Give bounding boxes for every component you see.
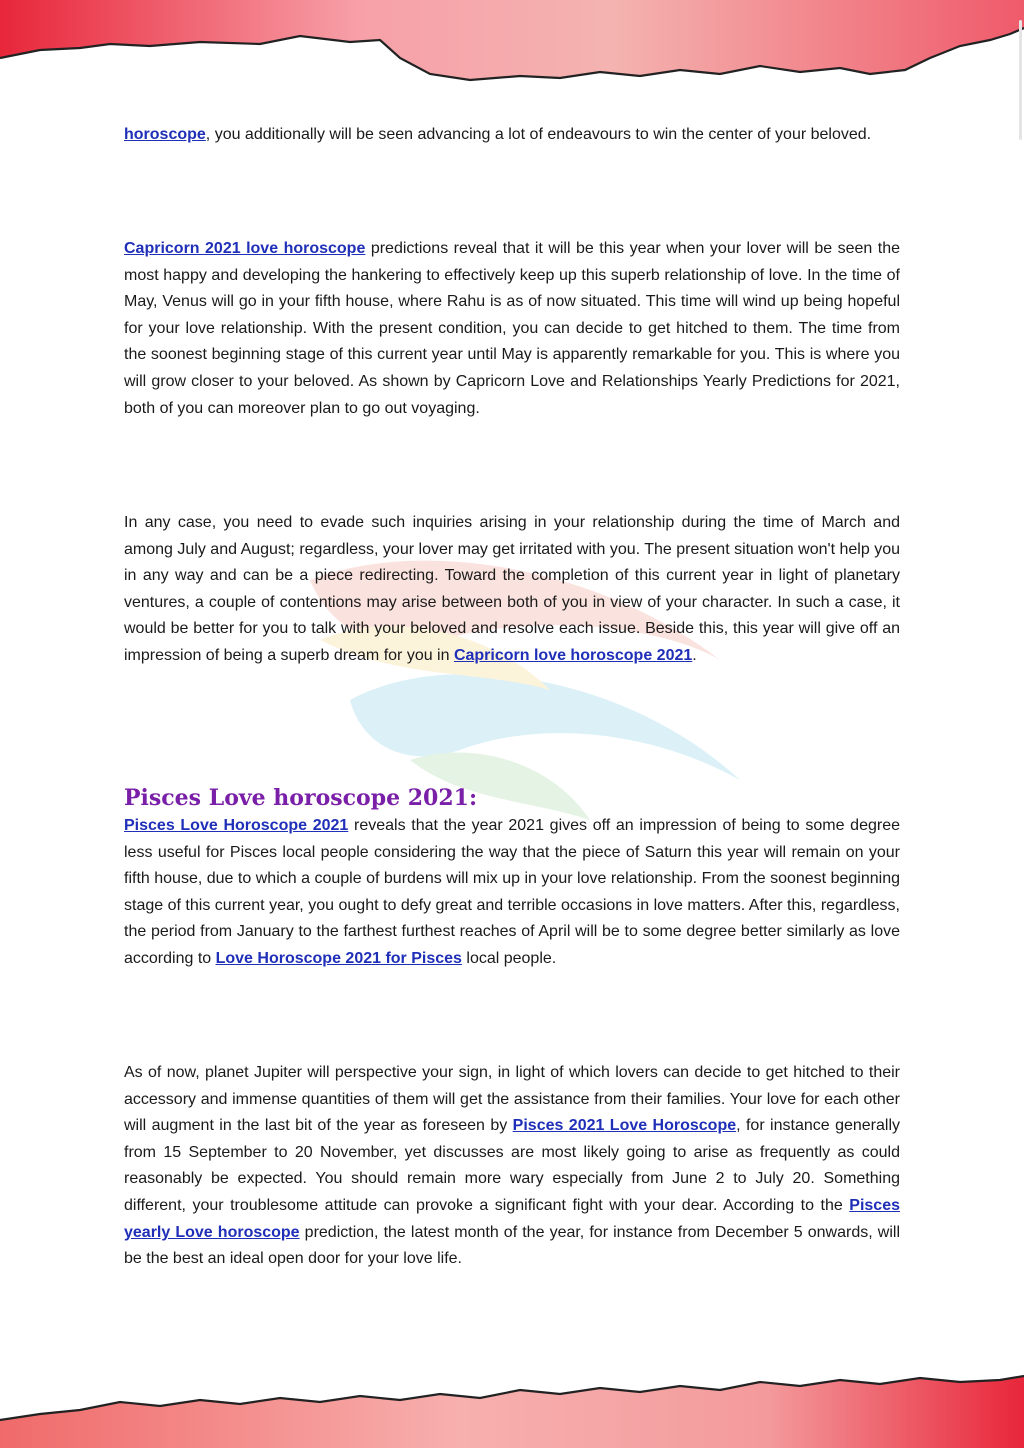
paragraph-1-text: , you additionally will be seen advancing a lot of endeavours to win the center of your beloved. [205,126,872,143]
love-horoscope-2021-for-pisces-link[interactable]: Love Horoscope 2021 for Pisces [215,949,462,967]
top-torn-banner [0,0,1024,95]
paragraph-2-text: predictions reveal that it will be this year when your lover will be seen the most happy and developing the hankering to effectively keep up this superb relationship of love. In the time of May, Venus will go in your fifth house, where Rahu is as of now situated. This time will wind up being hopeful for your love relationship. With the present condition, you can decide to get hitched to them. The time from the soonest beginning stage of this current year until May is apparently remarkable for you. This is where you will grow closer to your beloved. As shown by Capricorn Love and Relationships Yearly Predictions for 2021, both of you can moreover plan to go out voyaging. [124,240,900,417]
section-heading-pisces: Pisces Love horoscope 2021: [124,785,478,811]
pisces-section [124,783,900,973]
paragraph-3-end: . [692,646,697,664]
capricorn-love-horoscope-2021-link[interactable]: Capricorn love horoscope 2021 [453,646,693,664]
paragraph-4-end: local people. [461,949,557,967]
capricorn-2021-love-horoscope-link[interactable]: Capricorn 2021 love horoscope [124,240,366,257]
scrollbar-track[interactable] [1019,20,1022,140]
horoscope-link[interactable]: horoscope [124,126,206,143]
paragraph-intro-continued [124,122,900,149]
paragraph-4-text: reveals that the year 2021 gives off an impression of being to some degree less useful for Pisces local people considering the way that the piece of Saturn this year will remain on your fifth house, due to which a couple of burdens will mix up in your love relationship. From the soonest beginning stage of this current year, you ought to defy great and terrible occasions in love matters. After this, regardless, the period from January to the farthest furthest reaches of April will be to some degree better similarly as love according to [124,817,900,967]
paragraph-5 [124,1060,900,1273]
paragraph-capricorn-caution [124,510,900,670]
pisces-2021-love-horoscope-link[interactable]: Pisces 2021 Love Horoscope [512,1117,737,1135]
pisces-yearly-love-horoscope-link[interactable]: Pisces yearly Love horoscope [124,1196,900,1241]
paragraph-2 [124,236,900,422]
paragraph-4 [124,813,900,973]
paragraph-3 [124,510,900,670]
paragraph-pisces-jupiter [124,1060,900,1273]
paragraph-3-text: In any case, you need to evade such inquiries arising in your relationship during the time of March and among July and August; regardless, your lover may get irritated with you. The present situation won't help you in any way and can be a piece redirecting. Toward the completion of this current year in light of planetary ventures, a couple of contentions may arise between both of you in view of your character. In such a case, it would be better for you to talk with your beloved and resolve each issue. Beside this, this year will give off an impression of being a superb dream for you in [124,514,900,664]
paragraph-5-text-3: prediction, the latest month of the year, for instance from December 5 onwards, will be the best an ideal open door for your love life. [124,1223,900,1268]
paragraph-capricorn-predictions [124,236,900,422]
paragraph-1 [124,122,900,149]
pisces-love-horoscope-2021-link[interactable]: Pisces Love Horoscope 2021 [124,817,349,834]
paragraph-5-text: As of now, planet Jupiter will perspective your sign, in light of which lovers can decide to get hitched to their accessory and immense quantities of them will get the assistance from their families. Your love for each other will augment in the last bit of the year as foreseen by [124,1064,900,1135]
paragraph-5-text-2: , for instance generally from 15 September to 20 November, yet discusses are most likely going to arise as frequently as could reasonably be expected. You should remain more wary especially from June 2 to July 20. Something different, your troublesome attitude can provoke a significant fight with your dear. According to the [124,1117,900,1214]
bottom-torn-banner [0,1340,1024,1448]
